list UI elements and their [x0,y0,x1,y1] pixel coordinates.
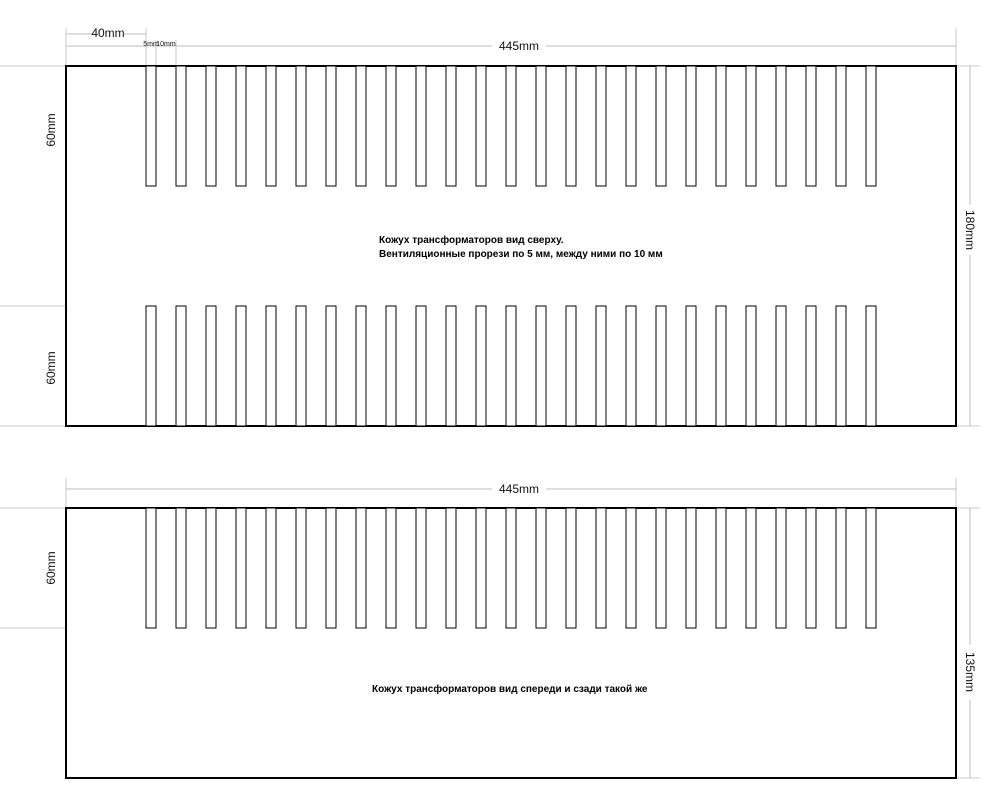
vent-slot [356,66,366,186]
vent-slot [686,508,696,628]
vent-slot [206,508,216,628]
top-slot-depth-lower-label: 60mm [44,351,58,385]
slot-gap-dim-label: 10mm [156,41,176,48]
vent-slot [356,508,366,628]
vent-slot [806,306,816,426]
vent-slot [146,306,156,426]
vent-slot [266,306,276,426]
vent-slot [296,306,306,426]
top-width-dim-label: 445mm [498,39,540,53]
vent-slot [326,306,336,426]
vent-slot [836,306,846,426]
top-height-dim-label: 180mm [963,209,977,251]
top-view [0,26,980,426]
vent-slot [626,508,636,628]
vent-slot [236,66,246,186]
vent-slot [446,306,456,426]
vent-slot [836,508,846,628]
vent-slot [776,66,786,186]
vent-slot [746,306,756,426]
vent-slot [236,508,246,628]
vent-slot [296,508,306,628]
front-width-dim-label: 445mm [498,482,540,496]
vent-slot [536,508,546,628]
front-view [0,478,980,778]
vent-slot [806,508,816,628]
vent-slot [686,66,696,186]
front-height-dim-label: 135mm [963,651,977,693]
vent-slot [176,508,186,628]
vent-slot [596,66,606,186]
vent-slot [656,306,666,426]
vent-slot [656,66,666,186]
vent-slot [716,66,726,186]
vent-slot [716,508,726,628]
vent-slot [686,306,696,426]
front-slot-depth-label: 60mm [44,551,58,585]
vent-slot [596,306,606,426]
vent-slot [626,306,636,426]
vent-slot [476,306,486,426]
vent-slot [776,306,786,426]
vent-slot [716,306,726,426]
vent-slot [506,508,516,628]
slot-width-dim-label: 5mm [143,41,159,48]
vent-slot [386,508,396,628]
front-caption: Кожух трансформаторов вид спереди и сзади такой же [372,684,648,695]
vent-slot [446,508,456,628]
vent-slot [836,66,846,186]
vent-slot [266,66,276,186]
vent-slot [566,508,576,628]
vent-slot [746,508,756,628]
vent-slot [236,306,246,426]
vent-slot [476,66,486,186]
vent-slot [536,306,546,426]
vent-slot [506,306,516,426]
vent-slot [206,306,216,426]
vent-slot [176,306,186,426]
top-caption-line2: Вентиляционные прорези по 5 мм, между ними по 10 мм [379,249,663,260]
vent-slot [326,508,336,628]
vent-slot [776,508,786,628]
top-slot-depth-upper-label: 60mm [44,113,58,147]
edge-offset-dim-label: 40mm [91,26,125,40]
vent-slot [296,66,306,186]
vent-slot [596,508,606,628]
vent-slot [566,66,576,186]
vent-slot [806,66,816,186]
vent-slot [656,508,666,628]
vent-slot [536,66,546,186]
vent-slot [326,66,336,186]
vent-slot [206,66,216,186]
vent-slot [146,66,156,186]
vent-slot [386,66,396,186]
vent-slot [416,66,426,186]
vent-slot [266,508,276,628]
vent-slot [476,508,486,628]
vent-slot [386,306,396,426]
vent-slot [866,306,876,426]
vent-slot [626,66,636,186]
vent-slot [356,306,366,426]
vent-slot [566,306,576,426]
vent-slot [176,66,186,186]
vent-slot [746,66,756,186]
vent-slot [866,508,876,628]
vent-slot [866,66,876,186]
vent-slot [146,508,156,628]
vent-slot [446,66,456,186]
vent-slot [416,306,426,426]
vent-slot [416,508,426,628]
vent-slot [506,66,516,186]
top-caption-line1: Кожух трансформаторов вид сверху. [379,235,564,246]
